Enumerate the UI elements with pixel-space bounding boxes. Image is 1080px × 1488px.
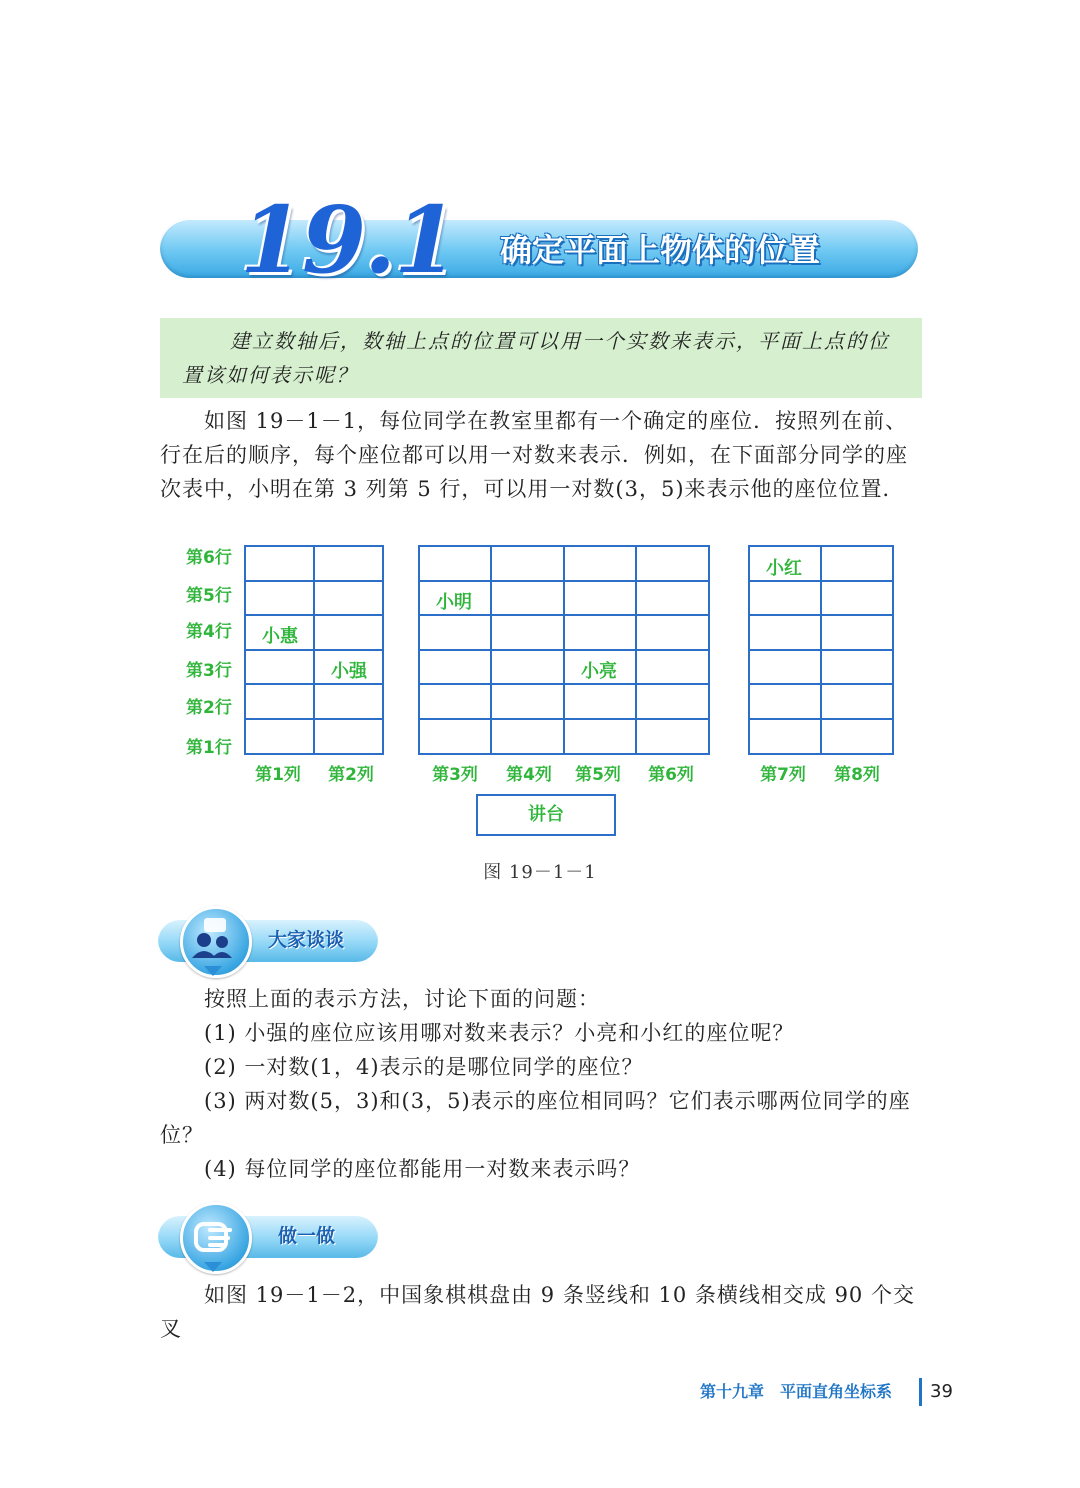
seat-xiaoliang: 小亮 [581, 661, 617, 682]
seat-cell [637, 720, 710, 755]
discuss-arrow-icon [204, 966, 222, 976]
figure-caption: 图 19－1－1 [483, 862, 597, 883]
seat-cell [822, 685, 894, 720]
discuss-q1: (1) 小强的座位应该用哪对数来表示？小亮和小红的座位呢？ [204, 1021, 795, 1045]
seat-cell [492, 547, 565, 582]
seat-cell [246, 547, 315, 582]
col-label-1: 第1列 [255, 765, 301, 785]
seat-cell [492, 582, 565, 617]
seat-cell [315, 685, 384, 720]
seat-cell [822, 720, 894, 755]
col-label-7: 第7列 [760, 765, 806, 785]
row-label-2: 第2行 [186, 698, 232, 718]
seat-cell [420, 685, 492, 720]
seat-cell [420, 720, 492, 755]
seat-cell [492, 651, 565, 686]
section-number: 19.1 [240, 186, 457, 294]
seat-cell [246, 685, 315, 720]
seat-cell [565, 547, 637, 582]
podium: 讲台 [476, 794, 616, 836]
seat-xiaohong: 小红 [766, 558, 802, 579]
seat-block-left [244, 545, 384, 755]
seat-cell [637, 547, 710, 582]
seat-cell [822, 547, 894, 582]
seat-xiaoqiang: 小强 [331, 661, 367, 682]
row-label-3: 第3行 [186, 661, 232, 681]
seat-cell [315, 720, 384, 755]
seat-cell [750, 651, 822, 686]
page-number: 39 [930, 1381, 953, 1402]
discuss-q4: (4) 每位同学的座位都能用一对数来表示吗？ [204, 1157, 641, 1181]
seat-cell [750, 720, 822, 755]
seat-cell [822, 582, 894, 617]
seat-cell [315, 616, 384, 651]
seat-cell [246, 582, 315, 617]
col-label-3: 第3列 [432, 765, 478, 785]
doit-title: 做一做 [278, 1225, 336, 1247]
seat-cell [420, 651, 492, 686]
seat-cell [565, 720, 637, 755]
intro-text: 建立数轴后，数轴上点的位置可以用一个实数来表示，平面上点的位置该如何表示呢？ [182, 329, 890, 387]
seat-cell [637, 685, 710, 720]
seat-cell [492, 616, 565, 651]
col-label-8: 第8列 [834, 765, 880, 785]
seat-cell [492, 685, 565, 720]
discuss-q3: (3) 两对数(5，3)和(3，5)表示的座位相同吗？它们表示哪两位同学的座位？ [160, 1089, 911, 1147]
seat-cell [246, 651, 315, 686]
discuss-lead: 按照上面的表示方法，讨论下面的问题： [204, 987, 600, 1011]
seat-cell [750, 616, 822, 651]
seat-cell [246, 720, 315, 755]
intro-box [160, 318, 922, 398]
seat-xiaohui: 小惠 [262, 626, 298, 647]
seat-cell [637, 651, 710, 686]
seat-cell [315, 582, 384, 617]
seat-cell [565, 582, 637, 617]
col-label-4: 第4列 [506, 765, 552, 785]
seat-cell [750, 685, 822, 720]
seat-cell [492, 720, 565, 755]
footer-chapter: 第十九章 平面直角坐标系 [700, 1382, 893, 1401]
discuss-q2: (2) 一对数(1，4)表示的是哪位同学的座位？ [204, 1055, 644, 1079]
seat-cell [565, 616, 637, 651]
row-label-6: 第6行 [186, 548, 232, 568]
seat-cell [637, 616, 710, 651]
row-label-5: 第5行 [186, 586, 232, 606]
seat-cell [822, 651, 894, 686]
footer-divider [919, 1378, 922, 1406]
row-label-4: 第4行 [186, 622, 232, 642]
discuss-title: 大家谈谈 [268, 929, 345, 951]
seat-cell [822, 616, 894, 651]
doit-arrow-icon [204, 1262, 222, 1272]
seat-xiaoming: 小明 [436, 592, 472, 613]
seat-cell [420, 547, 492, 582]
seat-cell [750, 582, 822, 617]
seat-cell [565, 685, 637, 720]
paragraph-1: 如图 19－1－1，每位同学在教室里都有一个确定的座位．按照列在前、行在后的顺序，每个座位都可以用一对数来表示．例如，在下面部分同学的座次表中，小明在第 3 列第 5 行，可以用一对数(3，5)来表示他的座位位置． [160, 409, 908, 501]
seat-cell [420, 616, 492, 651]
seat-cell [637, 582, 710, 617]
section-title: 确定平面上物体的位置 [500, 231, 821, 269]
col-label-2: 第2列 [328, 765, 374, 785]
seat-block-middle [418, 545, 710, 755]
col-label-6: 第6列 [648, 765, 694, 785]
row-label-1: 第1行 [186, 738, 232, 758]
seat-cell [315, 547, 384, 582]
col-label-5: 第5列 [575, 765, 621, 785]
doit-text: 如图 19－1－2，中国象棋棋盘由 9 条竖线和 10 条横线相交成 90 个交叉 [160, 1283, 915, 1341]
